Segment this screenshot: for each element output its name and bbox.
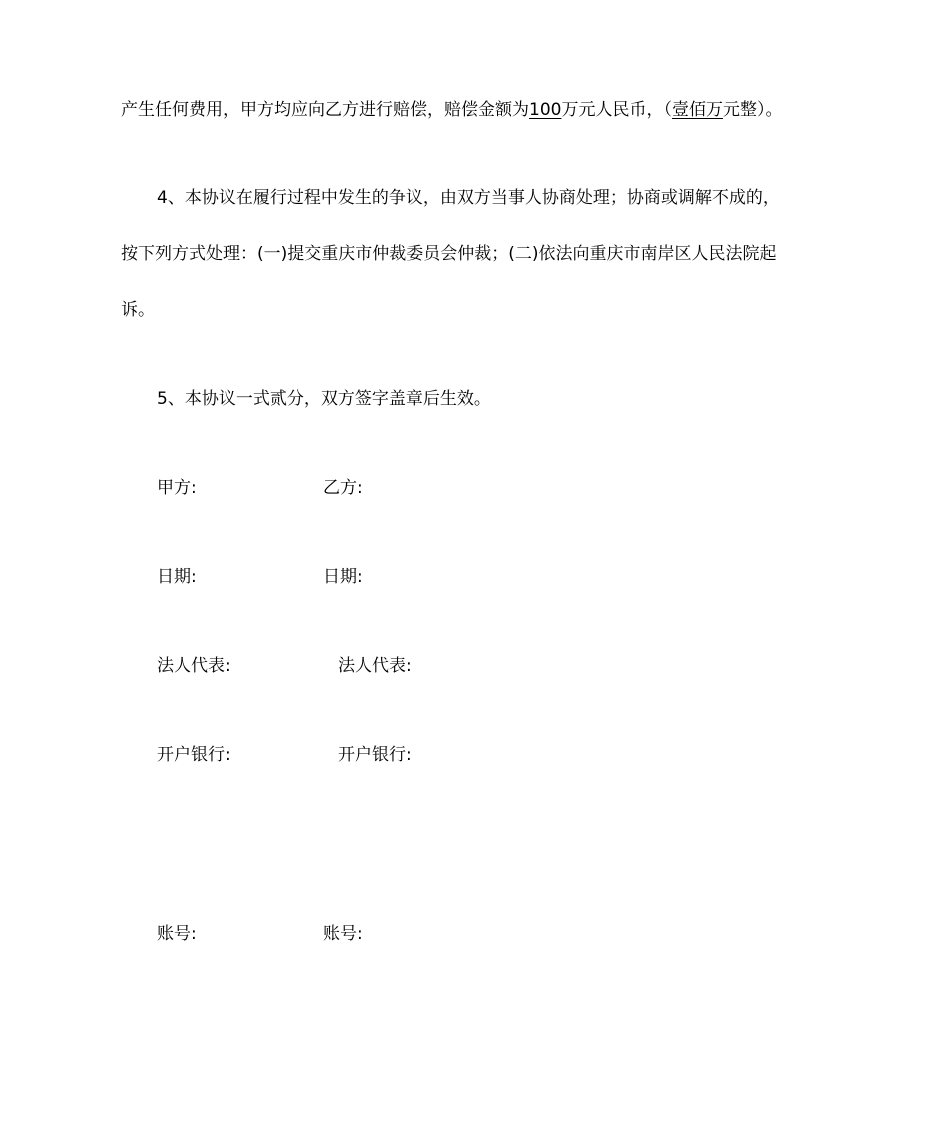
legal-rep-b-label: 法人代表: — [338, 656, 412, 676]
compensation-amount: 100 — [529, 100, 562, 120]
bank-b-label: 开户银行: — [338, 745, 412, 765]
clause4-line1: 4、本协议在履行过程中发生的争议，由双方当事人协商处理；协商或调解不成的， — [157, 188, 780, 208]
party-a-label: 甲方: — [157, 478, 197, 498]
date-b-label: 日期: — [323, 567, 363, 587]
date-a-label: 日期: — [157, 567, 197, 587]
clause4-line3: 诉。 — [121, 300, 155, 320]
clause5-line: 5、本协议一式贰分，双方签字盖章后生效。 — [157, 389, 491, 409]
clause3-prefix: 产生任何费用，甲方均应向乙方进行赔偿，赔偿金额为 — [121, 100, 529, 120]
clause3-tail-line — [121, 99, 782, 121]
account-b-label: 账号: — [323, 924, 363, 944]
party-b-label: 乙方: — [323, 478, 363, 498]
account-a-label: 账号: — [157, 924, 197, 944]
compensation-amount-words: 壹佰万 — [671, 100, 723, 120]
compensation-unit: 万元人民币，（ — [561, 100, 672, 120]
clause3-suffix: 元整）。 — [722, 100, 783, 120]
bank-a-label: 开户银行: — [157, 745, 231, 765]
legal-rep-a-label: 法人代表: — [157, 656, 231, 676]
clause4-line2: 按下列方式处理：(一)提交重庆市仲裁委员会仲裁；(二)依法向重庆市南岸区人民法院起 — [121, 244, 777, 264]
